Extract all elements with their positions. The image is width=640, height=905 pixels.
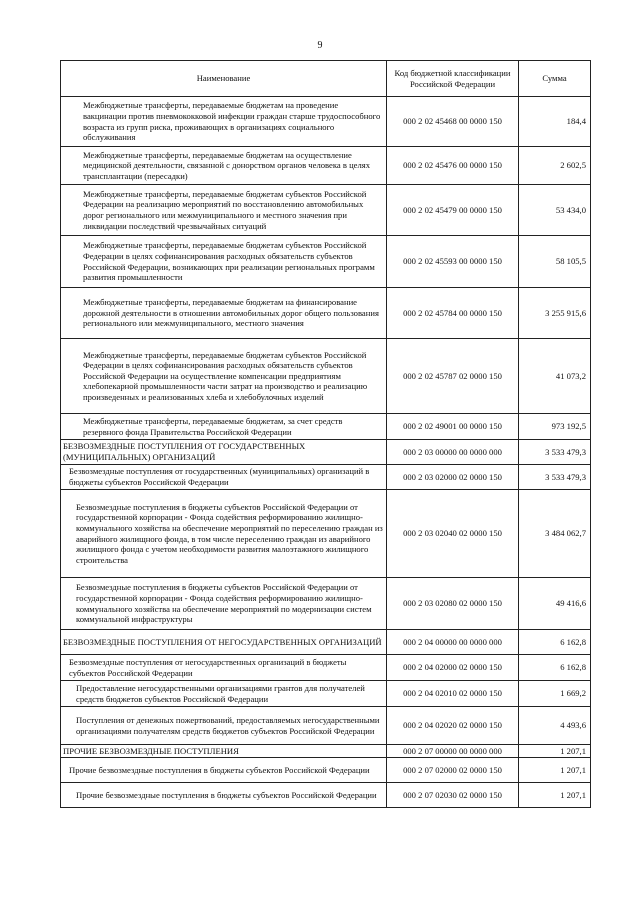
table-row xyxy=(61,707,591,745)
row-sum: 6 162,8 xyxy=(519,630,591,655)
row-code: 000 2 02 45784 00 0000 150 xyxy=(387,288,519,339)
table-row xyxy=(61,288,591,339)
table-row xyxy=(61,783,591,808)
row-sum: 58 105,5 xyxy=(519,236,591,288)
row-name: Межбюджетные трансферты, передаваемые бюджетам, за счет средств резервного фонда Правительства Российской Федерации xyxy=(61,414,387,440)
table-header-row xyxy=(61,61,591,97)
row-code: 000 2 07 02000 02 0000 150 xyxy=(387,758,519,783)
row-sum: 973 192,5 xyxy=(519,414,591,440)
row-name: Предоставление негосударственными организациями грантов для получателей средств бюджетов субъектов Российской Федерации xyxy=(61,681,387,707)
row-name: БЕЗВОЗМЕЗДНЫЕ ПОСТУПЛЕНИЯ ОТ НЕГОСУДАРСТВЕННЫХ ОРГАНИЗАЦИЙ xyxy=(61,630,387,655)
row-sum: 2 602,5 xyxy=(519,147,591,185)
table-row xyxy=(61,414,591,440)
table-row xyxy=(61,745,591,758)
row-name: ПРОЧИЕ БЕЗВОЗМЕЗДНЫЕ ПОСТУПЛЕНИЯ xyxy=(61,745,387,758)
row-code: 000 2 03 02040 02 0000 150 xyxy=(387,490,519,578)
row-code: 000 2 04 02010 02 0000 150 xyxy=(387,681,519,707)
table-row xyxy=(61,147,591,185)
header-sum: Сумма xyxy=(519,61,591,97)
table-row xyxy=(61,490,591,578)
table-row xyxy=(61,236,591,288)
row-code: 000 2 03 02000 02 0000 150 xyxy=(387,465,519,490)
table-row xyxy=(61,465,591,490)
table-row xyxy=(61,578,591,630)
table-row xyxy=(61,630,591,655)
row-code: 000 2 07 00000 00 0000 000 xyxy=(387,745,519,758)
budget-table xyxy=(60,60,591,808)
row-name: Безвозмездные поступления от государственных (муниципальных) организаций в бюджеты субъектов Российской Федерации xyxy=(61,465,387,490)
row-sum: 1 207,1 xyxy=(519,745,591,758)
row-name: Межбюджетные трансферты, передаваемые бюджетам субъектов Российской Федерации в целях софинансирования расходных обязательств субъектов Российской Федерации, возникающих при реализации региональных программ развития промышленности xyxy=(61,236,387,288)
table-row xyxy=(61,97,591,147)
table-row xyxy=(61,681,591,707)
row-name: Поступления от денежных пожертвований, предоставляемых негосударственными организациями получателям средств бюджетов субъектов Российской Федерации xyxy=(61,707,387,745)
row-sum: 49 416,6 xyxy=(519,578,591,630)
row-code: 000 2 03 00000 00 0000 000 xyxy=(387,440,519,465)
table-row xyxy=(61,185,591,236)
table-row xyxy=(61,655,591,681)
row-code: 000 2 04 02000 02 0000 150 xyxy=(387,655,519,681)
row-name: Безвозмездные поступления от негосударственных организаций в бюджеты субъектов Российской Федерации xyxy=(61,655,387,681)
table-row xyxy=(61,758,591,783)
row-sum: 3 533 479,3 xyxy=(519,465,591,490)
row-code: 000 2 04 02020 02 0000 150 xyxy=(387,707,519,745)
header-name: Наименование xyxy=(61,61,387,97)
row-sum: 3 533 479,3 xyxy=(519,440,591,465)
row-sum: 3 255 915,6 xyxy=(519,288,591,339)
row-sum: 1 207,1 xyxy=(519,783,591,808)
row-code: 000 2 07 02030 02 0000 150 xyxy=(387,783,519,808)
row-name: Межбюджетные трансферты, передаваемые бюджетам на проведение вакцинации против пневмококковой инфекции граждан старше трудоспособного возраста из групп риска, проживающих в организациях социального обслуживания xyxy=(61,97,387,147)
row-sum: 4 493,6 xyxy=(519,707,591,745)
row-sum: 1 669,2 xyxy=(519,681,591,707)
row-code: 000 2 02 49001 00 0000 150 xyxy=(387,414,519,440)
table-row xyxy=(61,339,591,414)
row-code: 000 2 02 45468 00 0000 150 xyxy=(387,97,519,147)
row-code: 000 2 04 00000 00 0000 000 xyxy=(387,630,519,655)
row-name: Межбюджетные трансферты, передаваемые бюджетам субъектов Российской Федерации на реализацию мероприятий по восстановлению автомобильных дорог регионального или межмуниципального и местного значения при ликвидации последствий чрезвычайных ситуаций xyxy=(61,185,387,236)
row-sum: 3 484 062,7 xyxy=(519,490,591,578)
row-code: 000 2 02 45787 02 0000 150 xyxy=(387,339,519,414)
row-code: 000 2 03 02080 02 0000 150 xyxy=(387,578,519,630)
table-row xyxy=(61,440,591,465)
row-name: Безвозмездные поступления в бюджеты субъектов Российской Федерации от государственной корпорации - Фонда содействия реформированию жилищно-коммунального хозяйства на обеспечение мероприятий по модернизации систем коммунальной инфраструктуры xyxy=(61,578,387,630)
row-sum: 6 162,8 xyxy=(519,655,591,681)
row-sum: 1 207,1 xyxy=(519,758,591,783)
row-name: Безвозмездные поступления в бюджеты субъектов Российской Федерации от государственной корпорации - Фонда содействия реформированию жилищно-коммунального хозяйства на обеспечение мероприятий по переселению граждан из аварийного жилищного фонда, в том числе переселению граждан из аварийного жилищного фонда с учетом необходимости развития малоэтажного жилищного строительства xyxy=(61,490,387,578)
table-body xyxy=(61,97,591,808)
row-name: Межбюджетные трансферты, передаваемые бюджетам на осуществление медицинской деятельности, связанной с донорством органов человека в целях трансплантации (пересадки) xyxy=(61,147,387,185)
row-name: Межбюджетные трансферты, передаваемые бюджетам субъектов Российской Федерации в целях софинансирования расходных обязательств субъектов Российской Федерации на осуществление компенсации предприятиям хлебопекарной промышленности части затрат на производство и реализацию произведенных и реализованных хлеба и хлебобулочных изделий xyxy=(61,339,387,414)
header-code: Код бюджетной классификации Российской Федерации xyxy=(387,61,519,97)
row-sum: 41 073,2 xyxy=(519,339,591,414)
row-code: 000 2 02 45479 00 0000 150 xyxy=(387,185,519,236)
row-name: Межбюджетные трансферты, передаваемые бюджетам на финансирование дорожной деятельности в отношении автомобильных дорог общего пользования регионального или межмуниципального, местного значения xyxy=(61,288,387,339)
row-name: Прочие безвозмездные поступления в бюджеты субъектов Российской Федерации xyxy=(61,758,387,783)
row-code: 000 2 02 45593 00 0000 150 xyxy=(387,236,519,288)
row-code: 000 2 02 45476 00 0000 150 xyxy=(387,147,519,185)
page-number: 9 xyxy=(317,40,323,51)
row-sum: 184,4 xyxy=(519,97,591,147)
row-name: БЕЗВОЗМЕЗДНЫЕ ПОСТУПЛЕНИЯ ОТ ГОСУДАРСТВЕННЫХ (МУНИЦИПАЛЬНЫХ) ОРГАНИЗАЦИЙ xyxy=(61,440,387,465)
row-sum: 53 434,0 xyxy=(519,185,591,236)
row-name: Прочие безвозмездные поступления в бюджеты субъектов Российской Федерации xyxy=(61,783,387,808)
